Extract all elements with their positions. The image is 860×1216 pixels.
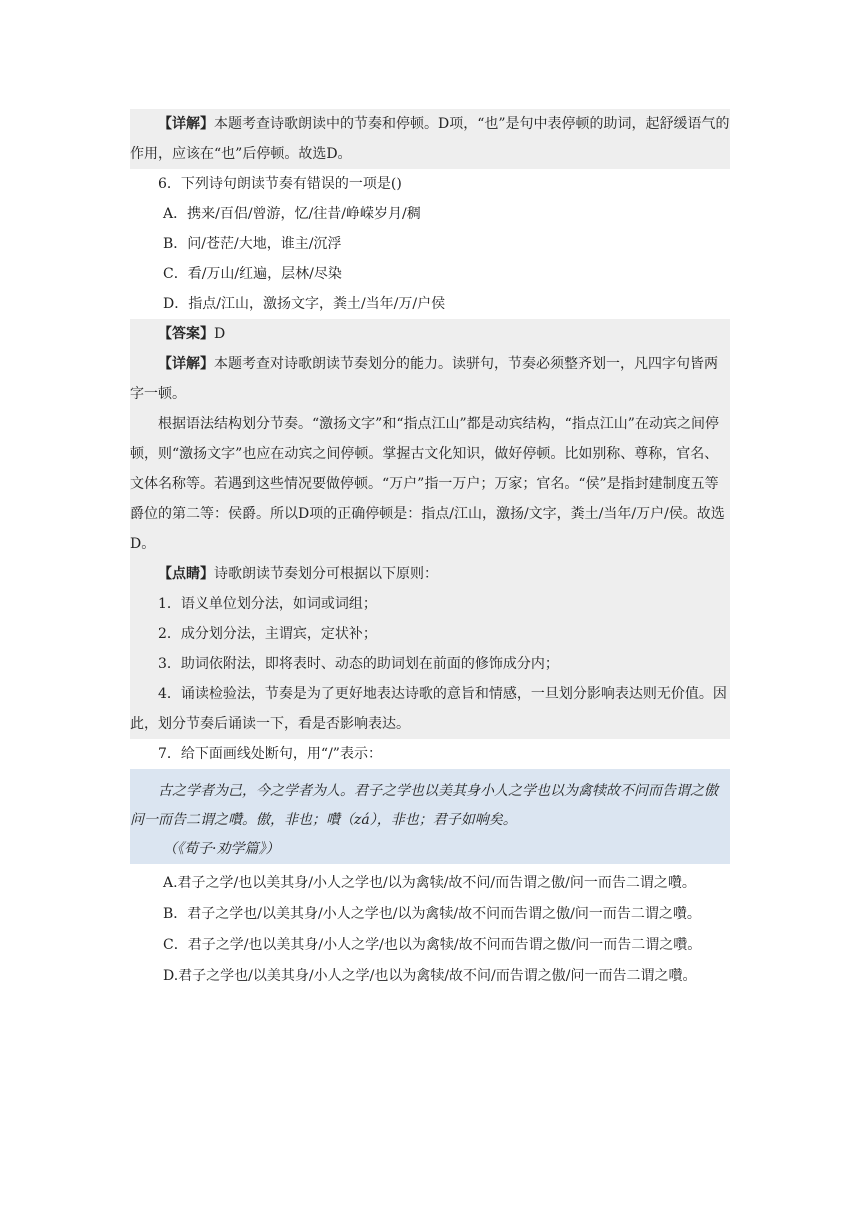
answer-block-q6 [130, 319, 730, 739]
document-page [130, 109, 730, 992]
explanation-block-q5 [130, 109, 730, 169]
rule-item: 3．助词依附法，即将表时、动态的助词划在前面的修饰成分内； [158, 656, 559, 672]
question-6 [130, 169, 730, 319]
analysis-paragraph: 根据语法结构划分节奏。“激扬文字”和“指点江山”都是动宾结构，“指点江山”在动宾之间停顿，则“激扬文字”也应在动宾之间停顿。掌握古文化知识，做好停顿。比如别称、尊称，官名、文体名称等。若遇到这些情况要做停顿。“万户”指一万户；万家；官名。“侯”是指封建制度五等爵位的第二等：侯爵。所以D项的正确停顿是：指点/江山，激扬/文字，粪土/当年/万户/侯。故选D。 [130, 416, 725, 552]
question-6-option-c: C．看/万山/红遍，层林/尽染 [163, 266, 342, 282]
question-7-option-c: C．君子之学/也以美其身/小人之学/也以为禽犊/故不问而告谓之傲/问一而告二谓之囋。 [163, 937, 702, 953]
question-6-option-a: A．携来/百侣/曾游，忆/往昔/峥嵘岁月/稠 [163, 206, 421, 222]
answer-tag: 【答案】 [158, 326, 214, 342]
detail-tag: 【详解】 [158, 116, 214, 132]
detail-text: 本题考查诗歌朗读中的节奏和停顿。D项，“也”是句中表停顿的助词，起舒缓语气的作用，应该在“也”后停顿。故选D。 [130, 116, 730, 162]
detail-text: 本题考查对诗歌朗读节奏划分的能力。读骈句，节奏必须整齐划一，凡四字句皆两字一顿。 [130, 356, 718, 402]
answer-value: D [214, 326, 226, 342]
detail-tag: 【详解】 [158, 356, 214, 372]
question-6-option-b: B．问/苍茫/大地，谁主/沉浮 [163, 236, 342, 252]
question-7-option-a: A.君子之学/也以美其身/小人之学也/以为禽犊/故不问/而告谓之傲/问一而告二谓之囋。 [163, 875, 696, 891]
detail-paragraph [130, 349, 730, 409]
question-7-option-b: B．君子之学也/以美其身/小人之学也/以为禽犊/故不问而告谓之傲/问一而告二谓之囋。 [163, 906, 701, 922]
question-6-stem: 6．下列诗句朗读节奏有错误的一项是() [158, 176, 402, 192]
rule-item: 4．诵读检验法，节奏是为了更好地表达诗歌的意旨和情感，一旦划分影响表达则无价值。因此，划分节奏后诵读一下，看是否影响表达。 [130, 686, 727, 732]
answer-line [130, 319, 730, 349]
explanation-paragraph [130, 109, 730, 169]
passage-block [130, 769, 730, 864]
point-tag: 【点睛】 [158, 566, 214, 582]
point-paragraph [130, 559, 730, 589]
passage-source: （《荀子·劝学篇》） [163, 841, 280, 857]
question-6-option-d: D．指点/江山，激扬文字，粪土/当年/万/户侯 [163, 296, 446, 312]
rule-item: 1．语义单位划分法，如词或词组； [158, 596, 377, 612]
rule-item: 2．成分划分法，主谓宾，定状补； [158, 626, 377, 642]
question-7-option-d: D.君子之学也/以美其身/小人之学/也以为禽犊/故不问/而告谓之傲/问一而告二谓之囋。 [163, 968, 697, 984]
passage-text: 古之学者为己，今之学者为人。君子之学也以美其身小人之学也以为禽犊故不问而告谓之傲问一而告二谓之囋。傲，非也；囋（zá），非也；君子如响矣。 [130, 783, 718, 828]
question-7-stem: 7．给下面画线处断句，用“/”表示： [158, 746, 382, 762]
question-7 [130, 739, 730, 769]
question-7-options [130, 864, 730, 992]
point-text: 诗歌朗读节奏划分可根据以下原则： [214, 566, 438, 582]
